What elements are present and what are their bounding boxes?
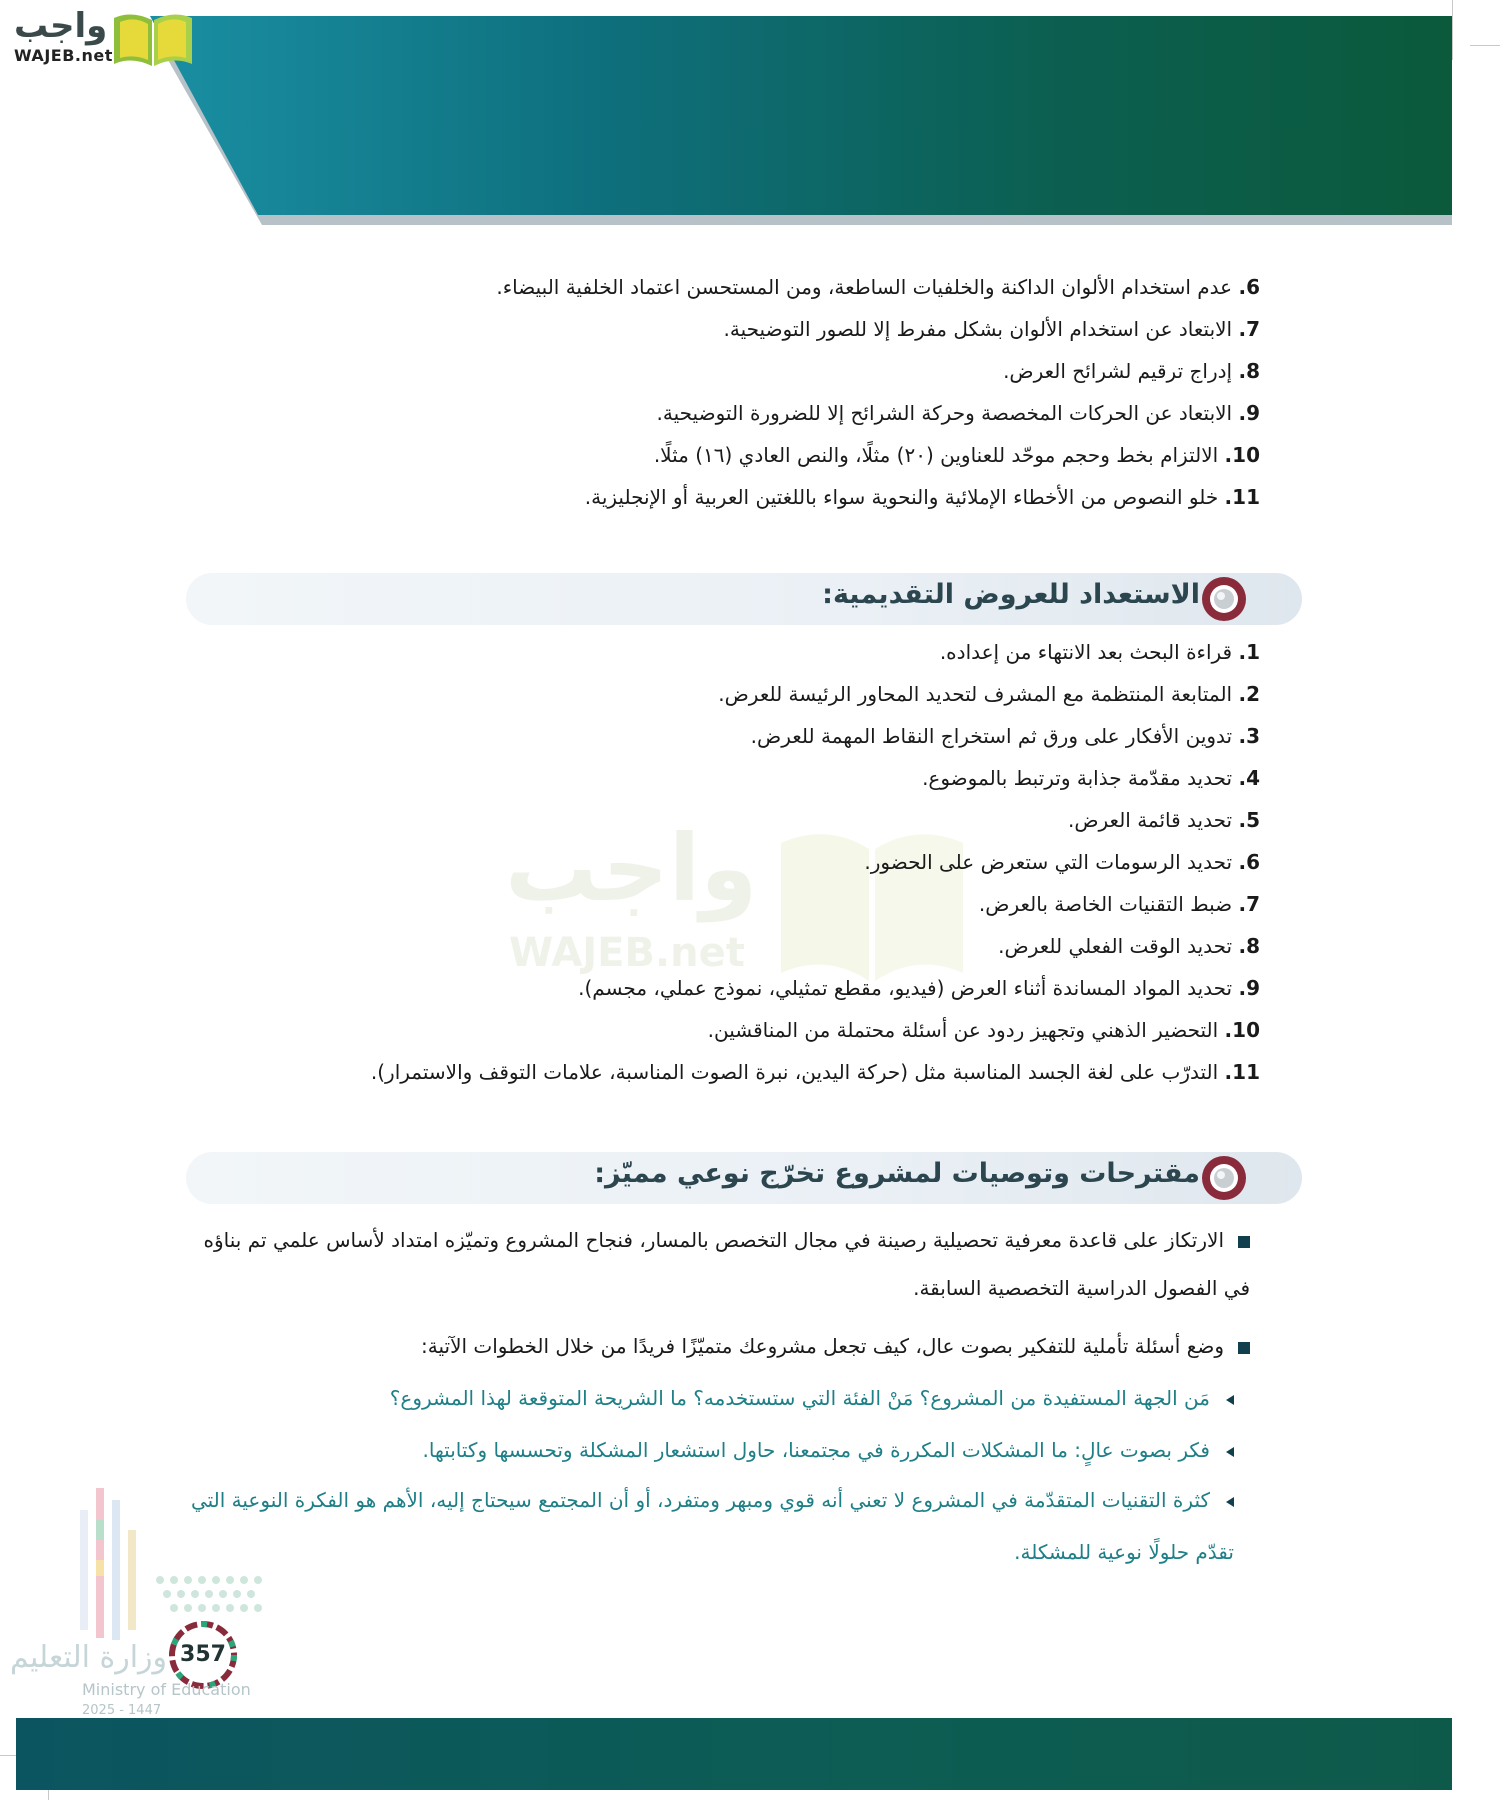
reflective-question: كثرة التقنيات المتقدّمة في المشروع لا تعني أنه قوي ومبهر ومتفرد، أو أن المجتمع سيحتاج إليه، الأهم هو الفكرة النوعية التي تقدّم حلولًا نوعية للمشكلة. <box>190 1488 1234 1564</box>
design-rules-list <box>496 266 1260 518</box>
square-bullet-icon <box>1238 1236 1250 1248</box>
ministry-english: Ministry of Education <box>82 1680 251 1699</box>
wajeb-logo[interactable] <box>8 6 198 66</box>
list-item: 10. التحضير الذهني وتجهيز ردود عن أسئلة محتملة من المناقشين. <box>707 1018 1260 1042</box>
list-item: 11. خلو النصوص من الأخطاء الإملائية والنحوية سواء باللغتين العربية أو الإنجليزية. <box>584 485 1260 509</box>
list-item: 8. تحديد الوقت الفعلي للعرض. <box>998 934 1260 958</box>
section-bullet-icon <box>1200 1154 1248 1202</box>
logo-english: WAJEB.net <box>14 46 113 65</box>
triangle-bullet-icon <box>1226 1395 1234 1405</box>
header-banner <box>0 0 1500 230</box>
list-item: 5. تحديد قائمة العرض. <box>1067 808 1260 832</box>
list-item: 3. تدوين الأفكار على ورق ثم استخراج النقاط المهمة للعرض. <box>750 724 1260 748</box>
list-item: 7. الابتعاد عن استخدام الألوان بشكل مفرط إلا للصور التوضيحية. <box>723 317 1260 341</box>
recommendation-bullet: وضع أسئلة تأملية للتفكير بصوت عال، كيف تجعل مشروعك متميّزًا فريدًا من خلال الخطوات الآتية: <box>180 1322 1250 1370</box>
footer-bar <box>16 1718 1452 1790</box>
list-item: 1. قراءة البحث بعد الانتهاء من إعداده. <box>939 640 1260 664</box>
watermark-arabic: واجب <box>505 815 758 922</box>
list-item: 4. تحديد مقدّمة جذابة وترتبط بالموضوع. <box>922 766 1260 790</box>
list-item: 8. إدراج ترقيم لشرائح العرض. <box>1003 359 1260 383</box>
ministry-year: 2025 - 1447 <box>82 1703 162 1718</box>
section-title: الاستعداد للعروض التقديمية: <box>822 579 1200 610</box>
section-heading-recommendations <box>186 1152 1302 1204</box>
section-bullet-icon <box>1200 575 1248 623</box>
list-item: 9. تحديد المواد المساندة أثناء العرض (فيديو، مقطع تمثيلي، نموذج عملي، مجسم). <box>578 976 1260 1000</box>
book-icon <box>110 8 196 68</box>
triangle-bullet-icon <box>1226 1497 1234 1507</box>
presentation-prep-list <box>371 631 1260 1093</box>
section-heading-presentation-prep <box>186 573 1302 625</box>
list-item: 7. ضبط التقنيات الخاصة بالعرض. <box>978 892 1260 916</box>
list-item: 2. المتابعة المنتظمة مع المشرف لتحديد المحاور الرئيسة للعرض. <box>718 682 1260 706</box>
list-item: 6. تحديد الرسومات التي ستعرض على الحضور. <box>864 850 1260 874</box>
recommendation-bullet: الارتكاز على قاعدة معرفية تحصيلية رصينة في مجال التخصص بالمسار، فنجاح المشروع وتميّزه امتداد لأساس علمي تم بناؤه في الفصول الدراسية التخصصية السابقة. <box>203 1228 1250 1300</box>
crop-mark <box>1452 0 1453 60</box>
reflective-question: مَن الجهة المستفيدة من المشروع؟ مَنْ الفئة التي ستستخدمه؟ ما الشريحة المتوقعة لهذا المشروع؟ <box>184 1372 1234 1424</box>
crop-mark <box>1470 45 1500 46</box>
list-item: 11. التدرّب على لغة الجسد المناسبة مثل (حركة اليدين، نبرة الصوت المناسبة، علامات التوقف والاستمرار). <box>370 1060 1260 1084</box>
square-bullet-icon <box>1238 1342 1250 1354</box>
list-item: 10. الالتزام بخط وحجم موحّد للعناوين (٢٠) مثلًا، والنص العادي (١٦) مثلًا. <box>653 443 1260 467</box>
reflective-question: فكر بصوت عالٍ: ما المشكلات المكررة في مجتمعنا، حاول استشعار المشكلة وتحسسها وكتابتها. <box>184 1424 1234 1476</box>
triangle-bullet-icon <box>1226 1447 1234 1457</box>
logo-arabic: واجب <box>14 6 108 46</box>
list-item: 9. الابتعاد عن الحركات المخصصة وحركة الشرائح إلا للضرورة التوضيحية. <box>656 401 1260 425</box>
watermark-english: WAJEB.net <box>509 930 745 976</box>
section-title: مقترحات وتوصيات لمشروع تخرّج نوعي مميّز: <box>594 1158 1200 1189</box>
ministry-arabic: وزارة التعليم <box>10 1640 168 1675</box>
page-number: 357 <box>180 1642 226 1667</box>
list-item: 6. عدم استخدام الألوان الداكنة والخلفيات الساطعة، ومن المستحسن اعتماد الخلفية البيضاء. <box>496 275 1260 299</box>
